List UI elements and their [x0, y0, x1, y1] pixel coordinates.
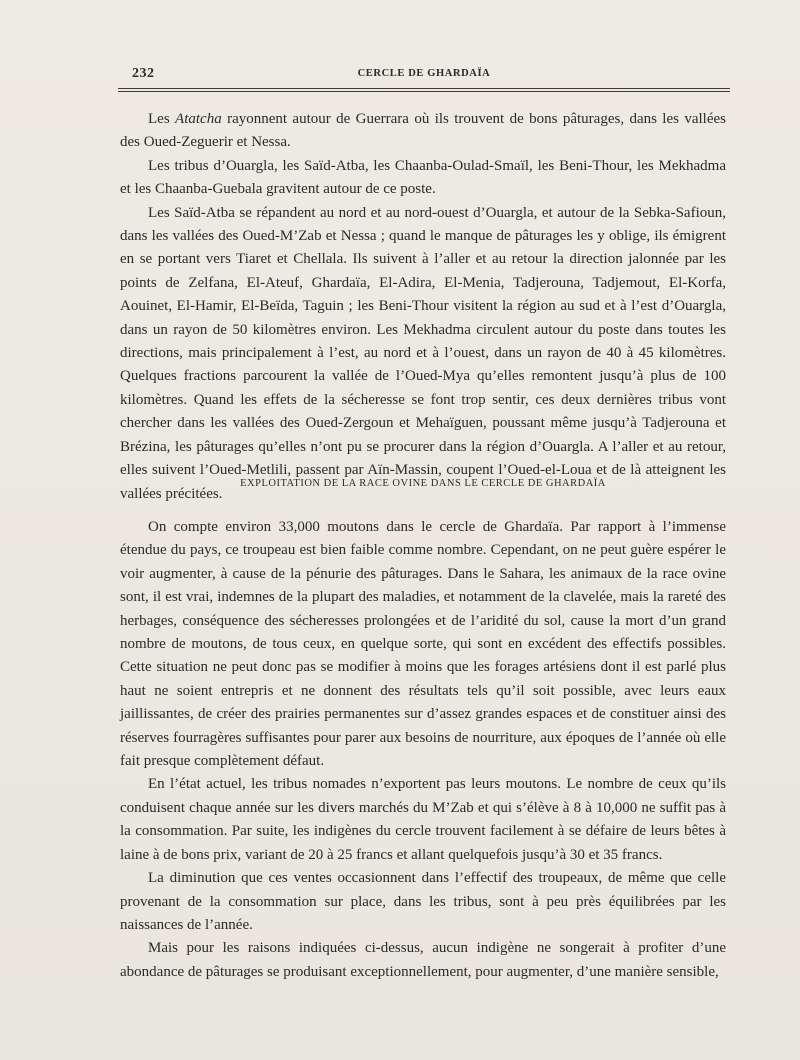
page-header: [118, 62, 730, 88]
page-number: 232: [132, 66, 155, 81]
paragraph: La diminution que ces ventes occasionnent dans l’effectif des troupeaux, de même que celle provenant de la consommation sur place, dans les tribus, sont à peu près équilibrées par les naissances de l’année.: [120, 870, 726, 933]
paragraph-text: rayonnent autour de Guerrara où ils trouvent de bons pâturages, dans les vallées des Oued-Zeguerir et Nessa.: [120, 111, 726, 151]
section-heading: EXPLOITATION DE LA RACE OVINE DANS LE CERCLE DE GHARDAÏA: [240, 478, 606, 489]
body-text-section-1: [120, 108, 726, 506]
paragraph: Les tribus d’Ouargla, les Saïd-Atba, les Chaanba-Oulad-Smaïl, les Beni-Thour, les Mekhadma et les Chaanba-Guebala gravitent autour de ce poste.: [120, 157, 726, 198]
paragraph: Les Saïd-Atba se répandent au nord et au nord-ouest d’Ouargla, et autour de la Sebka-Safioun, dans les vallées des Oued-M’Zab et Nessa ; quand le manque de pâturages les y oblige, ils émigrent en se portant vers Tiaret et Chellala. Ils suivent à l’aller et au retour la direction jalonnée par les points de Zelfana, El-Ateuf, Ghardaïa, El-Adira, El-Menia, Tadjerouna, Tadjemout, El-Korfa, Aouinet, El-Hamir, El-Beïda, Taguin ; les Beni-Thour visitent la région au sud et à l’est d’Ouargla, dans un rayon de 50 kilomètres environ. Les Mekhadma circulent autour du poste dans toutes les directions, mais principalement à l’est, au nord et à l’ouest, dans un rayon de 40 à 45 kilomètres. Quelques fractions parcourent la vallée de l’Oued-Mya qu’elles remontent jusqu’à plus de 100 kilomètres. Quand les effets de la sécheresse se font trop sentir, ces deux dernières tribus vont chercher dans les vallées des Oued-Zergoun et Mehaïguen, poussant même jusqu’à Tadjerouna et Brézina, les pâturages qu’elles n’ont pu se procurer dans la région d’Ouargla. A l’aller et au retour, elles suivent l’Oued-Metlili, passent par Aïn-Massin, coupent l’Oued-el-Loua et de là atteignent les vallées précitées.: [120, 204, 726, 502]
paragraph: [120, 108, 726, 155]
running-title: CERCLE DE GHARDAÏA: [357, 68, 491, 79]
paragraph: Mais pour les raisons indiquées ci-dessus, aucun indigène ne songerait à profiter d’une abondance de pâturages se produisant exceptionnellement, pour augmenter, d’une manière sensible,: [120, 940, 726, 980]
paragraph: On compte environ 33,000 moutons dans le cercle de Ghardaïa. Par rapport à l’immense étendue du pays, ce troupeau est bien faible comme nombre. Cependant, on ne peut guère espérer le voir augmenter, à cause de la pénurie des pâturages. Dans le Sahara, les animaux de la race ovine sont, il est vrai, indemnes de la plupart des maladies, et notamment de la clavelée, mais la rareté des herbages, conséquence des sécheresses prolongées et de l’aridité du sol, cause la mort d’un grand nombre de moutons, de tous ceux, en quelque sorte, qui sont en excédent des effectifs possibles. Cette situation ne peut donc pas se modifier à moins que les forages artésiens dont il est parlé plus haut ne soient entrepris et ne donnent des résultats tels qu’il soit possible, avec leurs eaux jaillissantes, de créer des prairies permanentes sur d’assez grandes espaces et de constituer ainsi des réserves fourragères suffisantes pour parer aux besoins de nourriture, aux époques de l’année où elle fait presque complètement défaut.: [120, 519, 726, 770]
body-text-section-2: [120, 516, 726, 984]
paragraph-lead: Les: [148, 111, 176, 127]
paragraph: En l’état actuel, les tribus nomades n’exportent pas leurs moutons. Le nombre de ceux qu’ils conduisent chaque année sur les divers marchés du M’Zab et qui s’élève à 8 à 10,000 ne suffit pas à la consommation. Par suite, les indigènes du cercle trouvent facilement à se défaire de leurs bêtes à laine à de bons prix, variant de 20 à 25 francs et allant quelquefois jusqu’à 30 et 35 francs.: [120, 776, 726, 863]
header-rule: [118, 88, 730, 92]
tribe-name-italic: Atatcha: [175, 111, 222, 127]
